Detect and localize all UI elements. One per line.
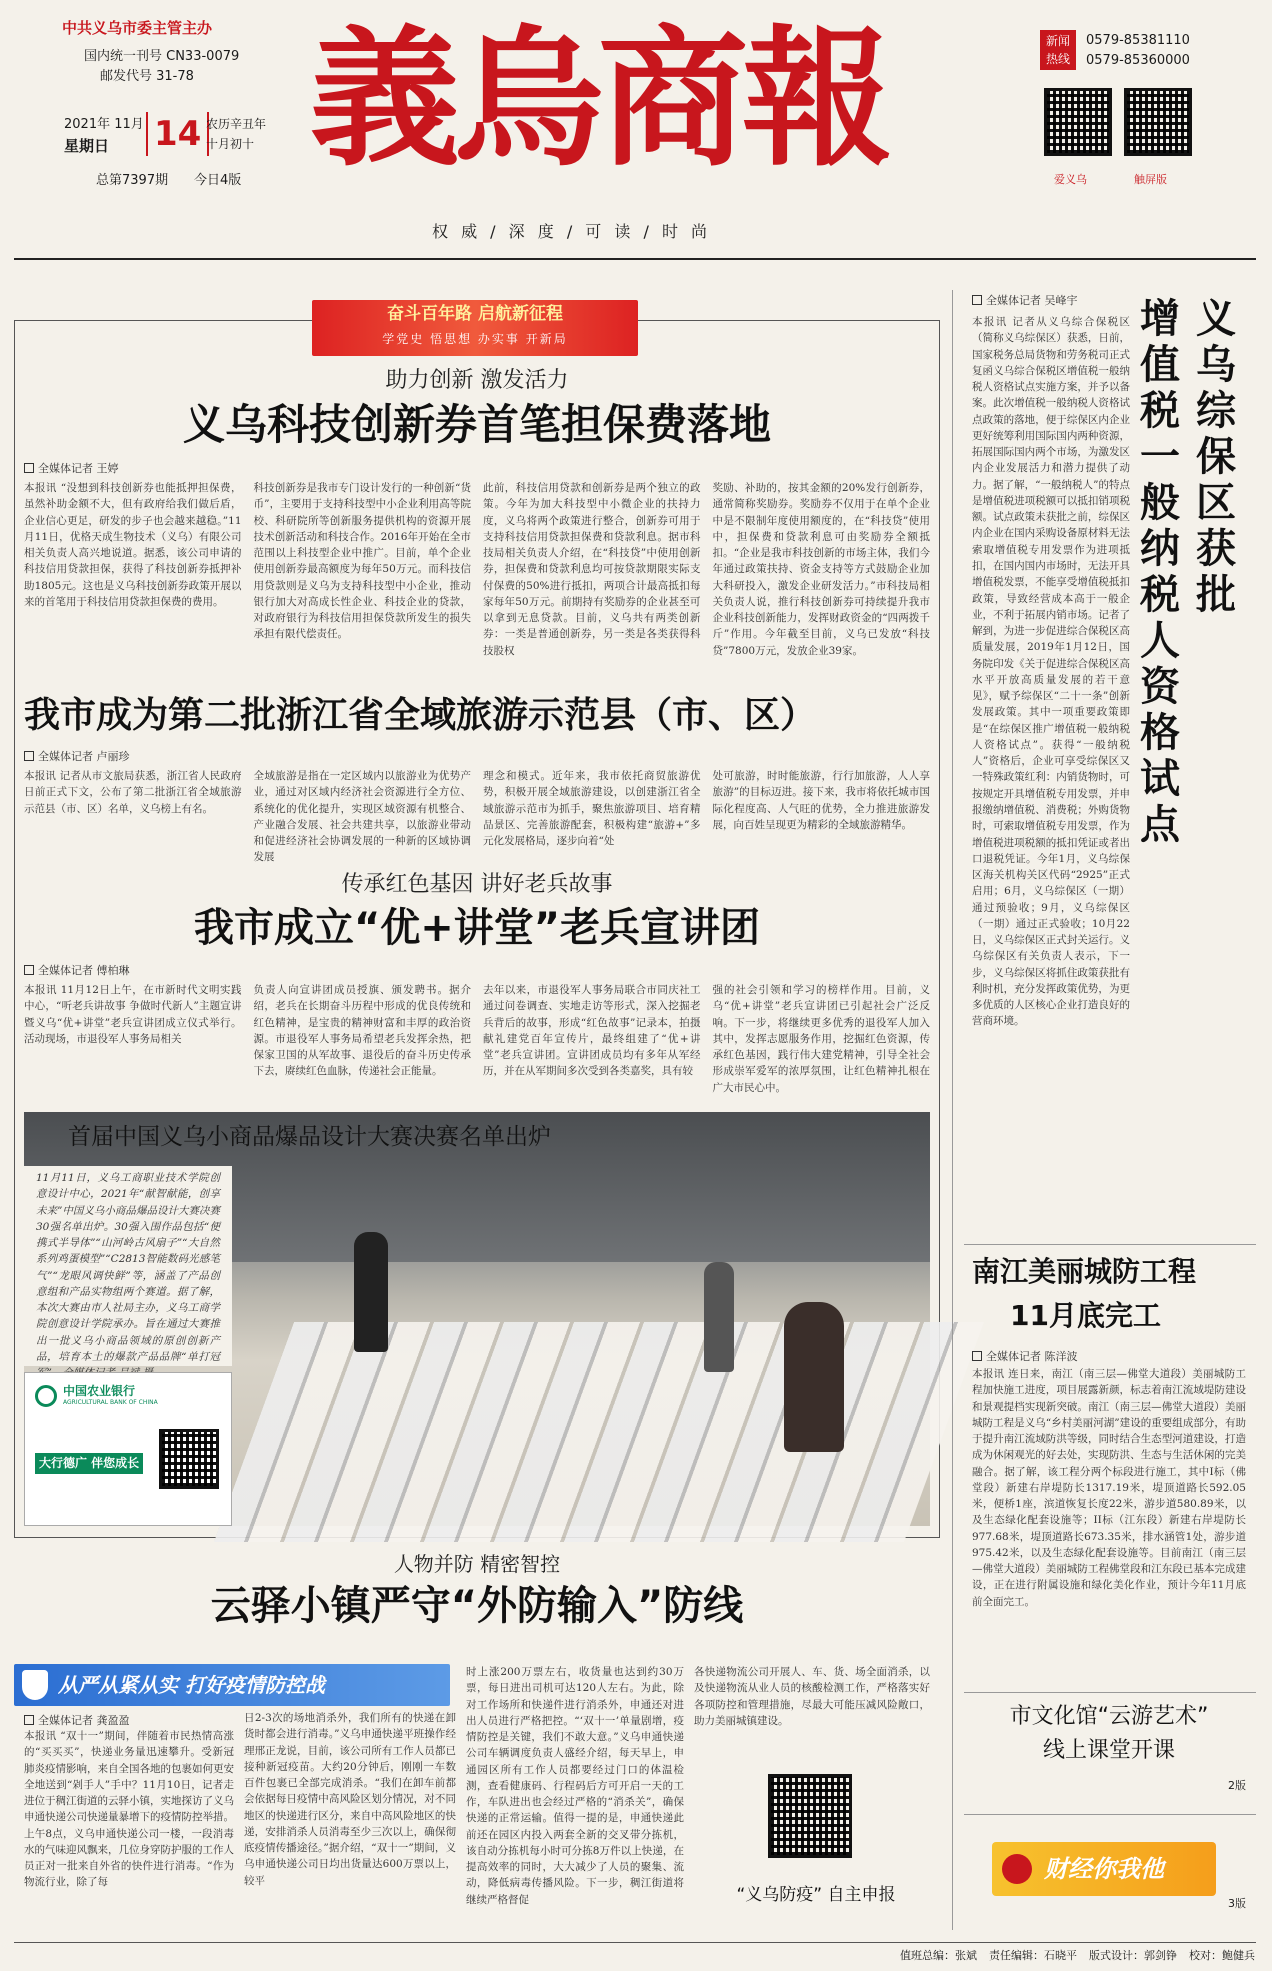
- footer-designer: 版式设计：郭剑铮: [1089, 1949, 1177, 1962]
- phone-1: 0579-85381110: [1086, 33, 1190, 48]
- promo1-line2: 线上课堂开课: [1042, 1738, 1175, 1763]
- bank-logo-icon: [35, 1385, 57, 1407]
- promo-finance[interactable]: [992, 1842, 1216, 1896]
- weekday: 星期日: [64, 137, 110, 155]
- footer-rule: [14, 1942, 1256, 1943]
- sidebar-rule-2: [964, 1692, 1256, 1693]
- article-tourism: [24, 690, 930, 868]
- article1-kicker: 助力创新 激发活力: [385, 368, 569, 393]
- lunar-year: 农历辛丑年: [206, 117, 267, 131]
- article3-kicker: 传承红色基因 讲好老兵故事: [341, 872, 613, 897]
- campaign-banner: [14, 1664, 450, 1706]
- year-month: 2021年 11月: [64, 117, 144, 132]
- article2-col3: 理念和模式。近年来，我市依托商贸旅游优势，积极开展全域旅游建设，以创建浙江省全域旅游示范市为抓手，聚焦旅游项目、培育精品景区、完善旅游配套，积极构建“旅游+”多元化发展格局，逐步向着“处: [483, 770, 701, 848]
- article4-headline-box: [24, 1112, 930, 1162]
- coin-icon: [1002, 1854, 1032, 1884]
- article-tech-voucher: [24, 366, 930, 670]
- epidemic-qr-code[interactable]: [768, 1774, 852, 1858]
- sidebar2-byline: 全媒体记者 陈洋波: [972, 1348, 1078, 1364]
- slogan: 权 威 / 深 度 / 可 读 / 时 尚: [432, 222, 712, 241]
- date-day: 14: [146, 112, 209, 156]
- bank-qr-code[interactable]: [159, 1429, 219, 1489]
- hotline-badge: [1040, 30, 1076, 70]
- qr-label-app: 爱义乌: [1054, 173, 1087, 186]
- article3-col2: 负责人向宣讲团成员授旗、颁发聘书。据介绍，老兵在长期奋斗历程中形成的优良传统和红色精神，是宝贵的精神财富和丰厚的政治资源。市退役军人事务局希望老兵发挥余热，把保家卫国的从军故事、退役后的奋斗历史传承下去，赓续红色血脉，传递社会正能量。: [253, 984, 471, 1078]
- article3-col4: 强的社会引领和学习的榜样作用。目前，义乌“优+讲堂”老兵宣讲团已引起社会广泛反响。下一步，将继续更多优秀的退役军人加入其中，发挥志愿服务作用，挖掘红色资源，传承红色基因，践行伟大建党精神，引导全社会形成崇军爱军的浓厚氛围，让红色精神扎根在广大市民心中。: [712, 984, 930, 1094]
- sidebar-rule-3: [964, 1814, 1256, 1815]
- article1-body: [24, 480, 930, 670]
- article3-col1: 本报讯 11月12日上午，在市新时代文明实践中心，“听老兵讲故事 争做时代新人”主题宣讲暨义乌“优+讲堂”老兵宣讲团成立仪式举行。活动现场，市退役军人事务局相关: [24, 984, 242, 1045]
- sponsor: 中共义乌市委主管主办: [62, 19, 213, 37]
- campaign-text: 从严从紧从实 打好疫情防控战: [58, 1673, 325, 1697]
- promo2-title: 财经你我他: [1044, 1855, 1164, 1883]
- article1-headline: 义乌科技创新券首笔担保费落地: [182, 400, 771, 449]
- footer-proofreader: 校对：鲍健兵: [1189, 1949, 1255, 1962]
- photo-person-right: [784, 1302, 844, 1452]
- bank-name: 中国农业银行: [63, 1384, 136, 1398]
- sidebar-divider: [952, 290, 953, 1930]
- article5-byline: 全媒体记者 龚盈盈: [24, 1712, 130, 1728]
- article2-col4: 处可旅游，时时能旅游，行行加旅游，人人享旅游”的目标迈进。接下来，我市将依托城市国际化程度高、人气旺的优势，全力推进旅游发展，向百姓呈现更为精彩的全域旅游精华。: [712, 770, 930, 831]
- sidebar2-headline-line2: 11月底完工: [1010, 1299, 1161, 1332]
- sidebar2-headline-line1: 南江美丽城防工程: [972, 1255, 1197, 1288]
- bank-name-en: AGRICULTURAL BANK OF CHINA: [63, 1399, 158, 1406]
- sidebar1-text: 本报讯 记者从义乌综合保税区（简称义乌综保区）获悉，日前，国家税务总局货物和劳务税司正式复函义乌综合保税区增值税一般纳税人资格试点实施方案，并予以备案。此次增值税一般纳税人资格试点政策的落地，便于综保区内企业更好统筹利用国际国内两种资源，拓展国际国内两个市场，为激发区内企业发展活力和潜力提供了动力。据了解，“一般纳税人”的特点是增值税进项税额可以抵扣销项税额。试点政策未获批之前，综保区内企业在国内采购设备原材料无法索取增值税专用发票作为进项抵扣，在国内国内市场时，无法开具增值税发票，不能享受增值税抵扣政策，导致经营成本高于一般企业，不利于拓展内销市场。记者了解到，为进一步促进综合保税区高质量发展，2019年1月12日，国务院印发《关于促进综合保税区高水平开放高质量发展的若干意见》，赋予综保区“二十一条”创新发展政策。其中一项重要政策即是“在综保区推广增值税一般纳税人资格试点”。获得“一般纳税人”资格后，企业可享受综保区又一特殊政策红利：内销货物时，可按规定开具增值税专用发票，并申报缴纳增值税、消费税；外购货物时，可索取增值税专用发票，作为增值税进项税额的抵扣凭证或者出口退税凭证。今年1月，义乌综保区海关机构关区代码“2925”正式启用；6月，义乌综保区（一期）通过预验收；9月，义乌综保区（一期）通过正式验收；10月22日，义乌综保区正式封关运行。义乌综保区有关负责人表示，下一步，义乌综保区将抓住政策获批有利时机，充分发挥政策优势，为更多优质的人区核心企业打造良好的营商环境。: [972, 316, 1130, 1028]
- promo-culture[interactable]: [972, 1700, 1246, 1810]
- hotline-label-2: 热线: [1045, 52, 1070, 66]
- article2-headline: 我市成为第二批浙江省全域旅游示范县（市、区）: [24, 695, 817, 736]
- article1-col2: 科技创新券是我市专门设计发行的一种创新“货币”，主要用于支持科技型中小企业利用高等院校、科研院所等创新服务提供机构的资源开展技术创新活动和科技合作。2016年开始在全市范围以上科技型企业中推广。目前，单个企业使用创新券最高额度为每年50万元。而科技信用贷款则是义乌为支持科技型中小企业，推动银行加大对高成长性企业、科技企业的贷款，对政府银行为科技信用担保贷款所发生的损失承担有限代偿责任。: [253, 482, 471, 641]
- lunar-day: 十月初十: [206, 137, 255, 151]
- footer-editor: 责任编辑：石晓平: [989, 1949, 1077, 1962]
- article1-byline: 全媒体记者 王婷: [24, 460, 930, 476]
- epidemic-qr-caption: “义乌防疫” 自主申报: [736, 1885, 896, 1905]
- masthead: [0, 0, 1272, 241]
- article4-text: 11月11日，义乌工商职业技术学院创意设计中心，2021年“献智献能，创享未来”中国义乌小商品爆品设计大赛决赛30强名单出炉。30强入围作品包括“便携式半导体”“山河岭古风扇子”“大自然系列鸡蛋模型”“C2813智能数码光感笔气”“龙眼风调快鲜”等，涵盖了产品创意组和产品实物组两个赛道。据了解，本次大赛由市人社局主办，义乌工商学院创意设计学院承办。旨在通过大赛推出一批义乌小商品领域的原创创新产品，培育本土的爆款产品品牌“单打冠: [36, 1172, 220, 1363]
- promo1-page: 2版: [1228, 1779, 1246, 1792]
- article1-col1: 本报讯 “没想到科技创新券也能抵押担保费，虽然补助金额不大，但有政府给我们做后盾，企业信心更足，研发的步子也会越来越稳。”11月11日，优格天成生物技术（义乌）有限公司相关负责人高兴地说道。据悉，该公司申请的科技信用贷款担保，获得了科技创新券抵押补助1805元。这也是义乌科技创新券政策开展以来的首笔用于科技信用贷款担保费的费用。: [24, 482, 242, 608]
- article2-body: [24, 768, 930, 868]
- article5-col4: 各快递物流公司开展人、车、货、场全面消杀，以及快递物流从业人员的核酸检测工作，严格落实好各项防控和管理措施，尽最大可能压减风险敞口，助力美丽城镇建设。: [694, 1666, 930, 1727]
- sidebar1-text-narrow: [972, 314, 1130, 1054]
- article2-col1: 本报讯 记者从市文旅局获悉，浙江省人民政府日前正式下文，公布了第二批浙江省全域旅游示范县（市、区）名单，义乌榜上有名。: [24, 770, 242, 815]
- article2-byline: 全媒体记者 卢丽珍: [24, 748, 930, 764]
- sidebar-rule-1: [964, 1244, 1256, 1245]
- newspaper-title: 義烏商報: [310, 11, 887, 187]
- sidebar1-byline: 全媒体记者 吴峰宇: [972, 292, 1078, 308]
- sidebar1-headline-col2: 增值税一般纳税人资格试点: [1140, 296, 1180, 848]
- sidebar2-text: 本报讯 连日来，南江（南三层—佛堂大道段）美丽城防工程加快施工进度，项目展露新颜，标志着南江流域堤防建设和景观提档实现新突破。南江（南三层—佛堂大道段）美丽城防工程是义乌“乡村美丽河湖”建设的重要组成部分，有助于提升南江流域防洪等级，同时结合生态型河道建设，打造成为休闲观光的好去处，实现防洪、生态与生活休闲的完美融合。据了解，该工程分两个标段进行施工，其中I标（佛堂段）新建右岸堤防长1317.19米，堤顶道路长592.05米，便桥1座，滨道恢复长度22米，游步道580.89米，以及生态绿化配套设施等；II标（江东段）新建右岸堤防长977.68米，堤顶道路长673.35米，排水涵管1处，游步道975.42米，以及生态绿化配套设施等。目前南江（南三层—佛堂大道段）美丽城防工程佛堂段和江东段已基本完成建设，正在进行附属设施和绿化美化作业，预计今年11月底前全面完工。: [972, 1368, 1246, 1608]
- page-count: 今日4版: [194, 173, 242, 188]
- banner-title: 奋斗百年路 启航新征程: [387, 304, 563, 324]
- article3-headline: 我市成立“优+讲堂”老兵宣讲团: [193, 905, 761, 951]
- article3-col3: 去年以来，市退役军人事务局联合市同庆社工通过问卷调查、实地走访等形式，深入挖掘老兵背后的故事，形成“红色故事”记录本，拍摄献礼建党百年宣传片，最终组建了“优+讲堂”老兵宣讲团。宣讲团成员均有多年从军经历，并在从军期间多次受到各类嘉奖，具有较: [483, 984, 701, 1078]
- article5-col1: 本报讯 “双十一”期间，伴随着市民热情高涨的“买买买”，快递业务量迅速攀升。受新冠肺炎疫情影响，来自全国各地的包裹如何更安全地送到“剁手人”手中？11月10日，记者走进位于稠江街道的云驿小镇，实地探访了义乌申通快递公司快递量暴增下的疫情防控举措。上午8点，义乌申通快递公司一楼，一段消毒水的气味迎风飘来，几位身穿防护服的工作人员正对一批来自外省的快件进行消毒。“作为物流行业，除了每: [24, 1730, 234, 1889]
- promo2-page: 3版: [1228, 1897, 1246, 1910]
- article5-col2: 日2-3次的场地消杀外，我们所有的快递在卸货时都会进行消毒。”义乌申通快递平班操作经理邢正龙说，目前，该公司所有工作人员都已接种新冠疫苗。大约20分钟后，刚刚一车数百件包裹已全部完成消杀。“我们在卸车前都会依据每日疫情中高风险区划分情况，对不同地区的快递进行区分，来自中高风险地区的快递，安排消杀人员消毒至少三次以上，确保彻底疫情传播途径。”据介绍，“双十一”期间，义乌申通快递公司日均出货量达600万票以上，较平: [244, 1712, 456, 1887]
- article5-col3: 时上涨200万票左右，收货量也达到约30万票，每日进出司机可达120人左右。为此，除对工作场所和快递件进行消杀外，申通还对进出人员进行严格把控。“‘双十一’单量剧增，疫情防控是关键，我们不敢大意。”义乌申通快递公司车辆调度负责人盛经介绍，每天早上，申通园区所有工作人员都要经过门口的体温检测，查看健康码、行程码后方可开启一天的工作，车队进出也会经过严格的“消杀关”，确保快递的正常运输。值得一提的是，申通快递此前还在园区内投入两套全新的交叉带分拣机，该自动分拣机每小时可分拣8万件以上快递，在提高效率的同时，大大减少了人员的聚集、流动，降低病毒传播风险。下一步，稠江街道将继续严格督促: [466, 1666, 684, 1906]
- banner-subtitle: 学党史 悟思想 办实事 开新局: [382, 332, 568, 346]
- article5-kicker: 人物并防 精密智控: [393, 1552, 561, 1576]
- bank-ad[interactable]: [24, 1372, 232, 1526]
- article2-col2: 全域旅游是指在一定区域内以旅游业为优势产业，通过对区域内经济社会资源进行全方位、系统化的优化提升，实现区域资源有机整合、产业融合发展、社会共建共享，以旅游业带动和促进经济社会协调发展的一种新的区域协调发展: [253, 770, 471, 864]
- footer-editor-in-charge: 值班总编：张斌: [900, 1949, 977, 1962]
- sidebar1-headline-col1: 义乌综保区获批: [1196, 296, 1236, 618]
- theme-banner: [312, 300, 638, 356]
- photo-person-mid: [704, 1262, 734, 1372]
- bank-slogan: 大行德广 伴您成长: [35, 1453, 143, 1474]
- article5-headline: 云驿小镇严守“外防输入”防线: [210, 1583, 744, 1629]
- cn-number: 国内统一刊号 CN33-0079: [84, 49, 240, 64]
- issue-number: 总第7397期: [96, 173, 169, 188]
- article4-caption: [24, 1166, 232, 1366]
- article3-byline: 全媒体记者 傅柏琳: [24, 962, 930, 978]
- phone-2: 0579-85360000: [1086, 53, 1190, 68]
- article3-body: [24, 982, 930, 1100]
- qr-code-mobile[interactable]: [1124, 88, 1192, 156]
- article-veterans: [24, 870, 930, 1100]
- sidebar1-text-wide: [972, 1060, 1246, 1240]
- article4-headline: 首届中国义乌小商品爆品设计大赛决赛名单出炉: [68, 1124, 551, 1150]
- shield-icon: [22, 1670, 48, 1700]
- photo-person-left: [354, 1232, 388, 1352]
- photo-table-display: [214, 1322, 984, 1542]
- article-express-epidemic: [14, 1550, 940, 1634]
- postal-code: 邮发代号 31-78: [100, 69, 194, 84]
- qr-code-app[interactable]: [1044, 88, 1112, 156]
- article1-col3: 此前，科技信用贷款和创新券是两个独立的政策。今年为加大科技型中小微企业的扶持力度，义乌将两个政策进行整合，创新券可用于支持科技信用贷款担保费和贷款利息。据市科技局相关负责人介绍，在“科技贷”中使用创新券，担保费和贷款利息均可按贷款期限实际支付保费的50%进行抵扣，两项合计最高抵扣每家每年50万元。前期持有奖励券的企业甚至可以拿到无息贷款。目前，义乌共有两类创新券：一类是普通创新券，另一类是各类获得科技股权: [483, 482, 701, 657]
- footer-credits: [900, 1948, 1255, 1964]
- promo1-line1: 市文化馆“云游艺术”: [1009, 1704, 1209, 1729]
- qr-label-mobile: 触屏版: [1134, 173, 1167, 186]
- masthead-divider: [14, 258, 1256, 260]
- article1-col4: 奖励、补助的，按其金额的20%发行创新券，通常简称奖励券。奖励券不仅用于在单个企业中是不限制年度使用额度的，在“科技贷”使用中，担保费和贷款利息可由奖励券全额抵扣。“企业是我市科技创新的市场主体，我们今年通过政策扶持、资金支持等方式鼓励企业加大科研投入，激发企业研发活力。”市科技局相关负责人说，推行科技创新券可持续提升我市企业科技创新能力，发挥财政资金的“四两拨千斤”作用。今年截至目前，义乌已发放“科技贷”7800万元，发放企业39家。: [712, 482, 930, 657]
- hotline-label-1: 新闻: [1045, 34, 1070, 48]
